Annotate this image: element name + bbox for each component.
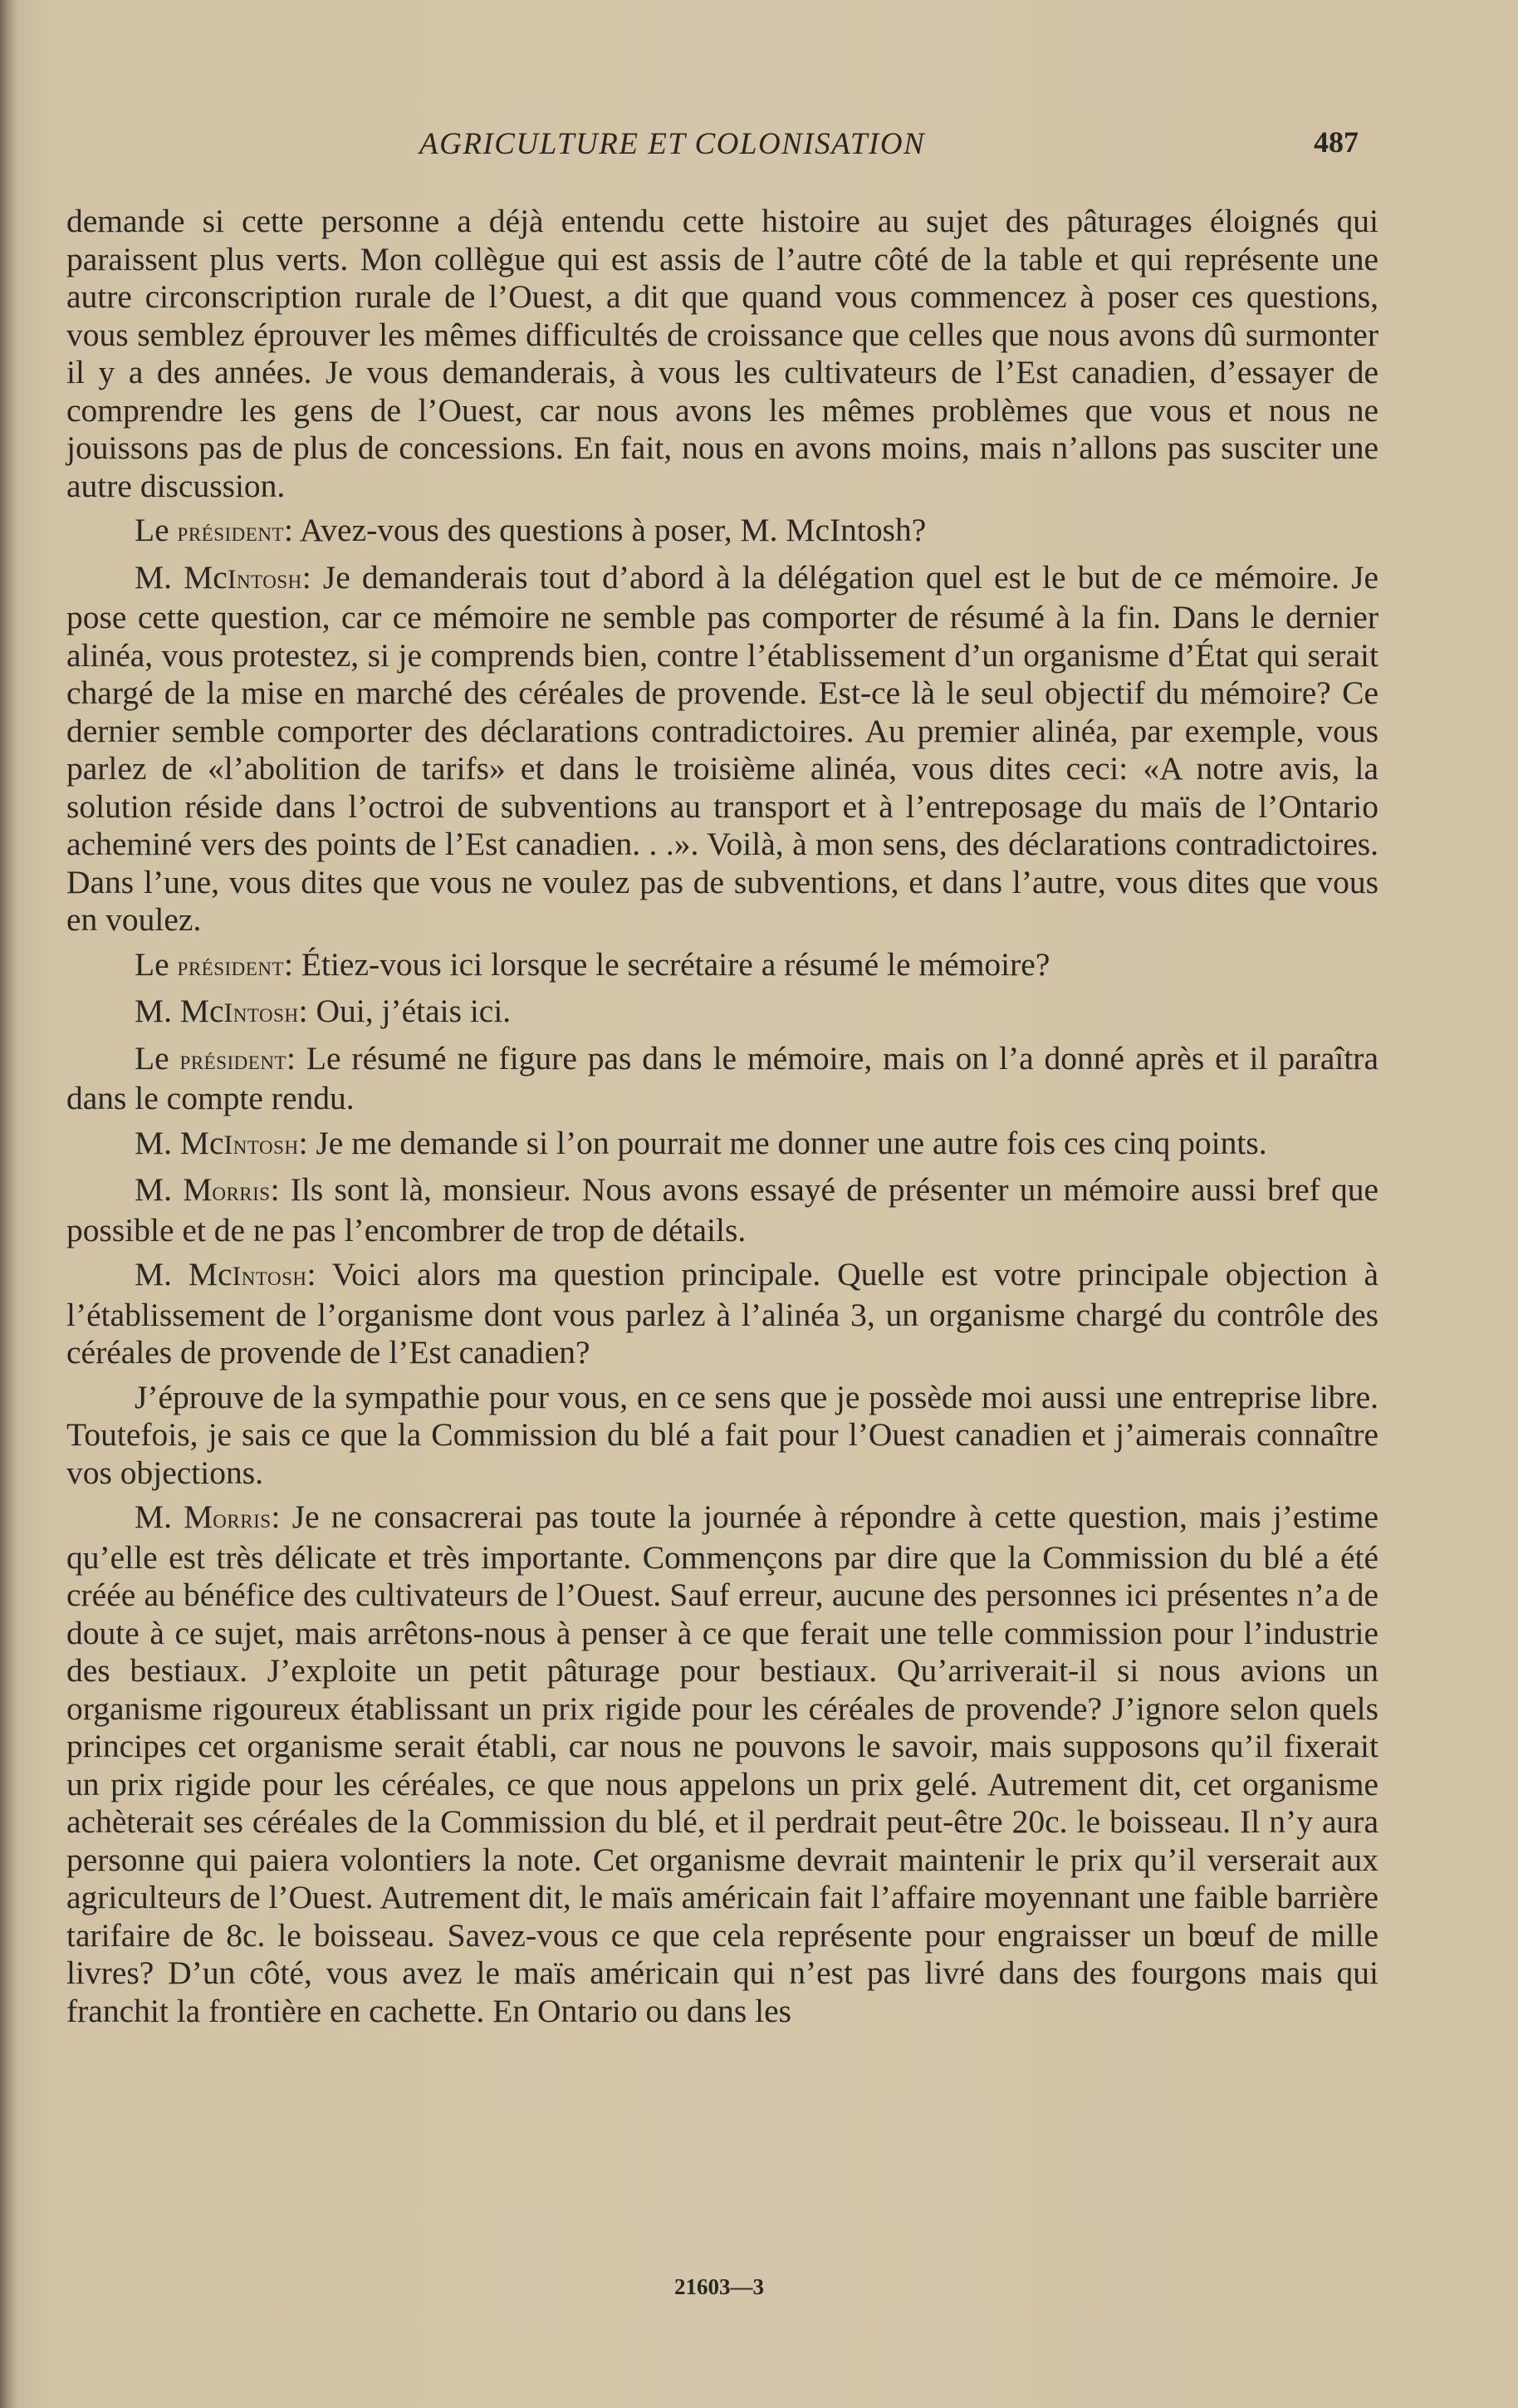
running-title: AGRICULTURE ET COLONISATION: [419, 127, 926, 161]
speaker-label: M. McIntosh:: [135, 1256, 316, 1292]
paragraph: [66, 1379, 1378, 1493]
page-header: [0, 126, 1518, 176]
paragraph: [66, 203, 1378, 505]
paragraph-text: Je demanderais tout d’abord à la délégation quel est le but de ce mémoire. Je pose cette question, car ce mémoire ne semble pas comporter de résumé à la fin. Dans le dernier alinéa, vous protestez, si je comprends bien, contre l’établissement d’un organisme d’État qui serait chargé de la mise en marché des céréales de provende. Est-ce là le seul objectif du mémoire? Ce dernier semble comporter des déclarations contradictoires. Au premier alinéa, par exemple, vous parlez de «l’abolition de tarifs» et dans le troisième alinéa, vous dites ceci: «A notre avis, la solution réside dans l’octroi de subventions au transport et à l’entreposage du maïs de l’Ontario acheminé vers des points de l’Est canadien. . .». Voilà, à mon sens, des déclarations contradictoires. Dans l’une, vous dites que vous ne voulez pas de subventions, et dans l’autre, vous dites que vous en voulez.: [66, 558, 1379, 938]
signature-mark: 21603—3: [674, 2274, 764, 2299]
speaker-label: M. McIntosh:: [135, 558, 311, 596]
paragraph-text: Étiez-vous ici lorsque le secrétaire a résumé le mémoire?: [301, 945, 1050, 983]
speaker-label: Le président:: [135, 945, 293, 983]
paragraph: [66, 946, 1378, 987]
paragraph: [66, 1498, 1378, 2030]
paragraph-text: Je me demande si l’on pourrait me donner une autre fois ces cinq points.: [316, 1124, 1267, 1161]
speaker-label: M. Morris:: [135, 1498, 281, 1535]
paragraph: [66, 1171, 1378, 1249]
page-number: 487: [1314, 125, 1359, 159]
paragraph-text: demande si cette personne a déjà entendu cette histoire au sujet des pâturages éloignés qui paraissent plus verts. Mon collègue qui est assis de l’autre côté de la table et qui représente une autre circonscription rurale de l’Ouest, a dit que quand vous commencez à poser ces questions, vous semblez éprouver les mêmes difficultés de croissance que celles que nous avons dû surmonter il y a des années. Je vous demanderais, à vous les cultivateurs de l’Est canadien, d’essayer de comprendre les gens de l’Ouest, car nous avons les mêmes problèmes que vous et nous ne jouissons pas de plus de concessions. En fait, nous en avons moins, mais n’allons pas susciter une autre discussion.: [66, 203, 1378, 504]
paragraph-text: Oui, j’étais ici.: [316, 993, 512, 1029]
paragraph-text: Ils sont là, monsieur. Nous avons essayé de présenter un mémoire aussi bref que possible et de ne pas l’encombrer de trop de détails.: [66, 1171, 1378, 1248]
body-text: [66, 203, 1378, 2037]
speaker-label: Le président:: [135, 512, 293, 548]
paragraph: [66, 1256, 1378, 1372]
paragraph: [66, 993, 1378, 1033]
speaker-label: M. McIntosh:: [135, 1124, 308, 1161]
paragraph-text: Avez-vous des questions à poser, M. McIntosh?: [299, 512, 927, 548]
speaker-label: M. Morris:: [135, 1171, 280, 1208]
paragraph-text: Le résumé ne figure pas dans le mémoire, mais on l’a donné après et il paraîtra dans le compte rendu.: [66, 1039, 1378, 1116]
paragraph: [66, 559, 1378, 939]
speaker-label: M. McIntosh:: [135, 993, 308, 1029]
paragraph: [66, 512, 1378, 552]
paragraph-text: Je ne consacrerai pas toute la journée à répondre à cette question, mais j’estime qu’elle est très délicate et très importante. Commençons par dire que la Commission du blé a été créée au bénéfice des cultivateurs de l’Ouest. Sauf erreur, aucune des personnes ici présentes n’a de doute à ce sujet, mais arrêtons-nous à penser à ce que ferait une telle commission pour l’industrie des bestiaux. J’exploite un petit pâturage pour bestiaux. Qu’arriverait-il si nous avions un organisme rigoureux établissant un prix rigide pour les céréales de provende? J’ignore selon quels principes cet organisme serait établi, car nous ne pouvons le savoir, mais supposons qu’il fixerait un prix rigide pour les céréales, ce que nous appelons un prix gelé. Autrement dit, cet organisme achèterait ses céréales de la Commission du blé, et il perdrait peut-être 20c. le boisseau. Il n’y aura personne qui paiera volontiers la note. Cet organisme devrait maintenir le prix qu’il verserait aux agriculteurs de l’Ouest. Autrement dit, le maïs américain fait l’affaire moyennant une faible barrière tarifaire de 8c. le boisseau. Savez-vous ce que cela représente pour engraisser un bœuf de mille livres? D’un côté, vous avez le maïs américain qui n’est pas livré dans des fourgons mais qui franchit la frontière en cachette. En Ontario ou dans les: [66, 1498, 1378, 2029]
speaker-label: Le président:: [135, 1039, 296, 1076]
paragraph: [66, 1125, 1378, 1165]
paragraph-text: J’éprouve de la sympathie pour vous, en ce sens que je possède moi aussi une entreprise libre. Toutefois, je sais ce que la Commission du blé a fait pour l’Ouest canadien et j’aimerais connaître vos objections.: [66, 1378, 1378, 1491]
paragraph: [66, 1040, 1378, 1118]
paragraph-text: Voici alors ma question principale. Quelle est votre principale objection à l’établissement de l’organisme dont vous parlez à l’alinéa 3, un organisme chargé du contrôle des céréales de provende de l’Est canadien?: [66, 1256, 1379, 1371]
